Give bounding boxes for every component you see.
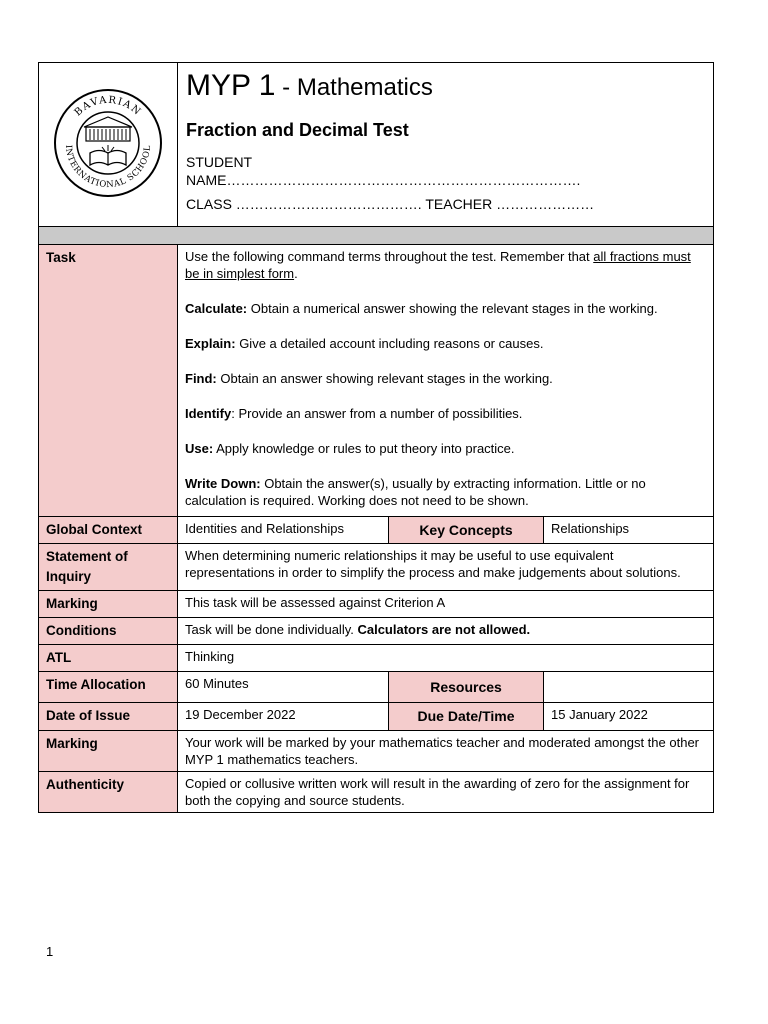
cover-table xyxy=(38,62,714,813)
page-title: MYP 1 - Mathematics xyxy=(186,69,433,102)
term-explain: Explain: Give a detailed account including reasons or causes. xyxy=(185,336,544,351)
conditions-label: Conditions xyxy=(39,618,178,645)
student-label: STUDENT xyxy=(186,154,253,170)
atl-label: ATL xyxy=(39,645,178,672)
global-context-value: Identities and Relationships xyxy=(178,517,389,544)
task-content xyxy=(178,245,714,517)
key-concepts-label: Key Concepts xyxy=(389,517,544,544)
term-calculate: Calculate: Obtain a numerical answer showing the relevant stages in the working. xyxy=(185,301,658,316)
atl-value: Thinking xyxy=(178,645,714,672)
logo-cell xyxy=(39,63,178,227)
date-of-issue-label: Date of Issue xyxy=(39,703,178,731)
date-of-issue-value: 19 December 2022 xyxy=(178,703,389,731)
due-date-value: 15 January 2022 xyxy=(544,703,714,731)
term-identify: Identify: Provide an answer from a number of possibilities. xyxy=(185,406,523,421)
marking-2-label: Marking xyxy=(39,731,178,772)
svg-text:BAVARIAN: BAVARIAN xyxy=(72,94,144,118)
statement-value: When determining numeric relationships it may be useful to use equivalent representations in order to simplify the process and make judgements about solutions. xyxy=(178,544,714,591)
student-name-line: NAME…………………………………………………………………. xyxy=(186,172,581,188)
cover-sheet xyxy=(38,62,713,813)
class-teacher-line: CLASS …………………………………. TEACHER ………………… xyxy=(186,196,595,212)
school-seal-logo xyxy=(52,87,164,199)
task-label: Task xyxy=(39,245,178,517)
authenticity-value: Copied or collusive written work will result in the awarding of zero for the assignment for both the copying and source students. xyxy=(178,772,714,813)
resources-value xyxy=(544,672,714,703)
conditions-value: Task will be done individually. Calculators are not allowed. xyxy=(178,618,714,645)
time-allocation-value: 60 Minutes xyxy=(178,672,389,703)
resources-label: Resources xyxy=(389,672,544,703)
authenticity-label: Authenticity xyxy=(39,772,178,813)
test-subtitle: Fraction and Decimal Test xyxy=(186,120,409,140)
key-concepts-value: Relationships xyxy=(544,517,714,544)
svg-text:INTERNATIONAL SCHOOL: INTERNATIONAL SCHOOL xyxy=(62,143,154,190)
term-use: Use: Apply knowledge or rules to put theory into practice. xyxy=(185,441,515,456)
global-context-label: Global Context xyxy=(39,517,178,544)
page-number: 1 xyxy=(46,944,54,959)
grey-divider-row xyxy=(39,227,714,245)
time-allocation-label: Time Allocation xyxy=(39,672,178,703)
marking-2-value: Your work will be marked by your mathematics teacher and moderated amongst the other MYP 1 mathematics teachers. xyxy=(178,731,714,772)
header-cell xyxy=(178,63,714,227)
task-intro: Use the following command terms throughout the test. Remember that all fractions must be in simplest form. xyxy=(185,249,691,281)
term-find: Find: Obtain an answer showing relevant stages in the working. xyxy=(185,371,553,386)
marking-label: Marking xyxy=(39,591,178,618)
term-write-down: Write Down: Obtain the answer(s), usually by extracting information. Little or no calculation is required. Working does not need to be shown. xyxy=(185,476,646,508)
marking-value: This task will be assessed against Criterion A xyxy=(178,591,714,618)
due-date-label: Due Date/Time xyxy=(389,703,544,731)
statement-label: Statement of Inquiry xyxy=(39,544,178,591)
